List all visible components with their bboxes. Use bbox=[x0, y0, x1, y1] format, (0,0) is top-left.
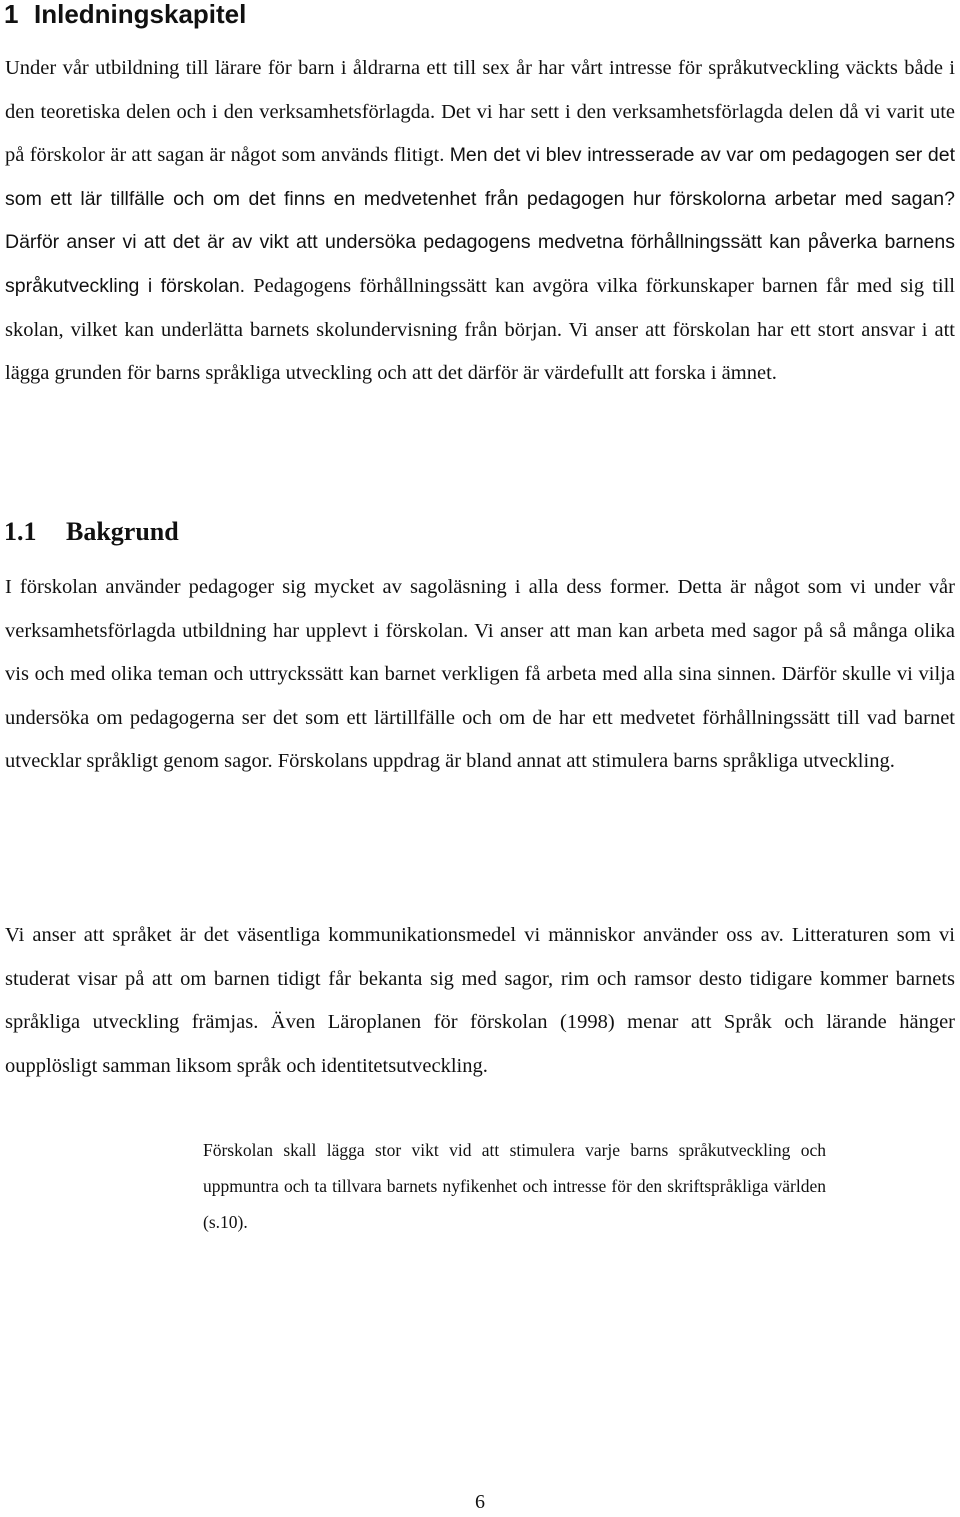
intro-text-part2: Men det vi blev intresserade av var om pedagogen ser det som ett lär tillfälle och om det finns en medvetenhet från pedagogen hur förskolorna arbetar med sagan? Därför anser vi att det är av vikt att undersöka pedagogens medvetna förhållningssätt kan påverka barnens språkutveckling i förskolan. bbox=[5, 144, 955, 297]
intro-text-part3: Pedagogens förhållningssätt kan avgöra vilka förkunskaper barnen får med sig till skolan, vilket kan underlätta barnets skolundervisning från början. Vi anser att förskolan har ett stort ansvar i att lägga grunden för barns språkliga utveckling och att det därför är värdefullt att forska i ämnet. bbox=[5, 274, 955, 385]
block-quote: Förskolan skall lägga stor vikt vid att stimulera varje barns språkutveckling och uppmuntra och ta tillvara barnets nyfikenhet och intresse för den skriftspråkliga världen (s.10). bbox=[203, 1140, 826, 1232]
intro-text-part1: Under vår utbildning till lärare för barn i åldrarna ett till sex år har vårt intresse för språkutveckling väckts både i den teoretiska delen och i den verksamhetsförlagda. Det vi har sett i den verksamhetsförlagda delen då vi varit ute på förskolor är att sagan är något som används flitigt. bbox=[5, 57, 955, 167]
page-number: 6 bbox=[475, 1491, 485, 1513]
intro-paragraph bbox=[5, 47, 955, 396]
background-paragraph-1: I förskolan använder pedagoger sig mycket av sagoläsning i alla dess former. Detta är något som vi under vår verksamhetsförlagda utbildning har upplevt i förskolan. Vi anser att man kan arbeta med sagor på så många olika vis och med olika teman och uttryckssätt kan barnet verkligen få arbeta med alla sina sinnen. Därför skulle vi vilja undersöka om pedagogerna ser det som ett lärtillfälle och om de har ett medvetet förhållningssätt till vad barnet utvecklar språkligt genom sagor. Förskolans uppdrag är bland annat att stimulera barns språkliga utveckling. bbox=[5, 576, 955, 773]
section-heading bbox=[4, 517, 179, 547]
section-number: 1.1 bbox=[4, 517, 37, 546]
section-title: Bakgrund bbox=[66, 517, 179, 546]
chapter-heading bbox=[4, 0, 246, 28]
chapter-title: Inledningskapitel bbox=[34, 0, 247, 29]
background-paragraph-2: Vi anser att språket är det väsentliga kommunikationsmedel vi människor använder oss av. Litteraturen som vi studerat visar på att om barnen tidigt får bekanta sig med sagor, rim och ramsor desto tidigare kommer barnets språkliga utveckling främjas. Även Läroplanen för förskolan (1998) menar att Språk och lärande hänger oupplösligt samman liksom språk och identitetsutveckling. bbox=[5, 924, 955, 1077]
chapter-number: 1 bbox=[4, 0, 19, 29]
